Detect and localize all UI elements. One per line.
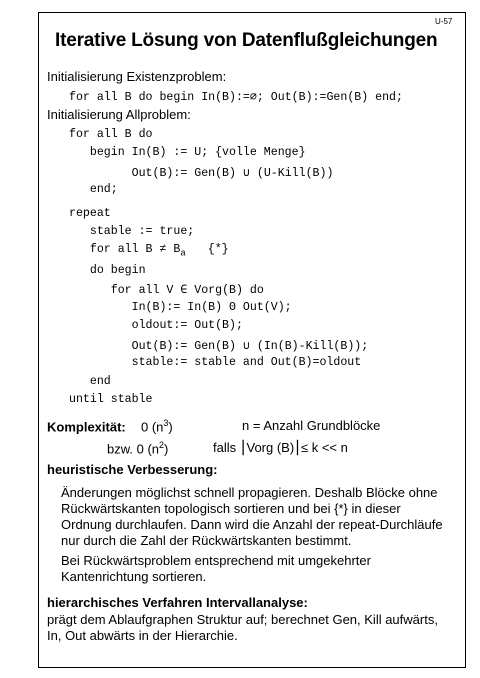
paragraph-line: prägt dem Ablaufgraphen Struktur auf; berechnet Gen, Kill aufwärts, [47,612,438,627]
slide-frame [38,12,466,668]
heuristic-heading: heuristische Verbesserung: [47,462,218,477]
code-line: until stable [69,393,153,406]
code-line: stable := true; [69,225,195,238]
hierarchical-heading: hierarchisches Verfahren Intervallanalyse: [47,595,308,610]
complexity-note-1: n = Anzahl Grundblöcke [242,418,381,433]
exponent: 3 [163,418,169,428]
code-line: In(B):= In(B) Θ Out(V); [69,301,292,314]
code-text: for all B ≠ B [69,243,181,256]
code-comment: {*} [207,243,229,256]
code-line: repeat [69,207,111,220]
code-line: stable:= stable and Out(B)=oldout [69,356,362,369]
complexity-line-1 [47,418,173,434]
code-line-for-all-b [69,243,229,258]
page-id: U-57 [435,17,453,26]
exponent: 2 [159,440,165,450]
paragraph-line: Rückwärtskanten topologisch sortieren und bei {*} in dieser [61,501,401,516]
code-line: Out(B):= Gen(B) ∪ (U-Kill(B)) [69,167,334,180]
complexity-value-2: bzw. 0 (n [107,441,160,457]
code-line: for all B do [69,128,153,141]
complexity-value: 0 (n [140,419,164,435]
code-line: Out(B):= Gen(B) ∪ (In(B)-Kill(B)); [69,340,369,353]
paragraph-line: In, Out abwärts in der Hierarchie. [47,628,238,643]
paren: ) [164,441,169,457]
subscript: a [180,248,186,259]
code-line: begin In(B) := U; {volle Menge} [69,146,306,159]
paragraph-line: Ordnung durchlaufen. Dann wird die Anzahl der repeat-Durchläufe [61,517,443,532]
init-existence-code: for all B do begin In(B):=∅; Out(B):=Gen(B) end; [69,91,403,104]
init-existence-heading: Initialisierung Existenzproblem: [47,69,227,84]
complexity-note-2: falls ⎮Vorg (B)⎮≤ k << n [213,440,348,455]
code-line: do begin [69,264,146,277]
code-line: oldout:= Out(B); [69,319,243,332]
code-line: end [69,375,111,388]
paragraph-line: Bei Rückwärtsproblem entsprechend mit umgekehrter [61,553,371,568]
code-line: end; [69,183,118,196]
paragraph-line: Kantenrichtung sortieren. [61,569,207,584]
init-all-heading: Initialisierung Allproblem: [47,107,191,122]
paragraph-line: nur durch die Zahl der Rückwärtskanten bestimmt. [61,533,352,548]
complexity-label: Komplexität: [47,419,126,435]
complexity-line-2 [107,440,168,456]
code-line: for all V ∈ Vorg(B) do [69,284,264,297]
paren: ) [168,419,173,435]
paragraph-line: Änderungen möglichst schnell propagieren. Deshalb Blöcke ohne [61,485,438,500]
page-title: Iterative Lösung von Datenflußgleichungen [55,30,438,51]
